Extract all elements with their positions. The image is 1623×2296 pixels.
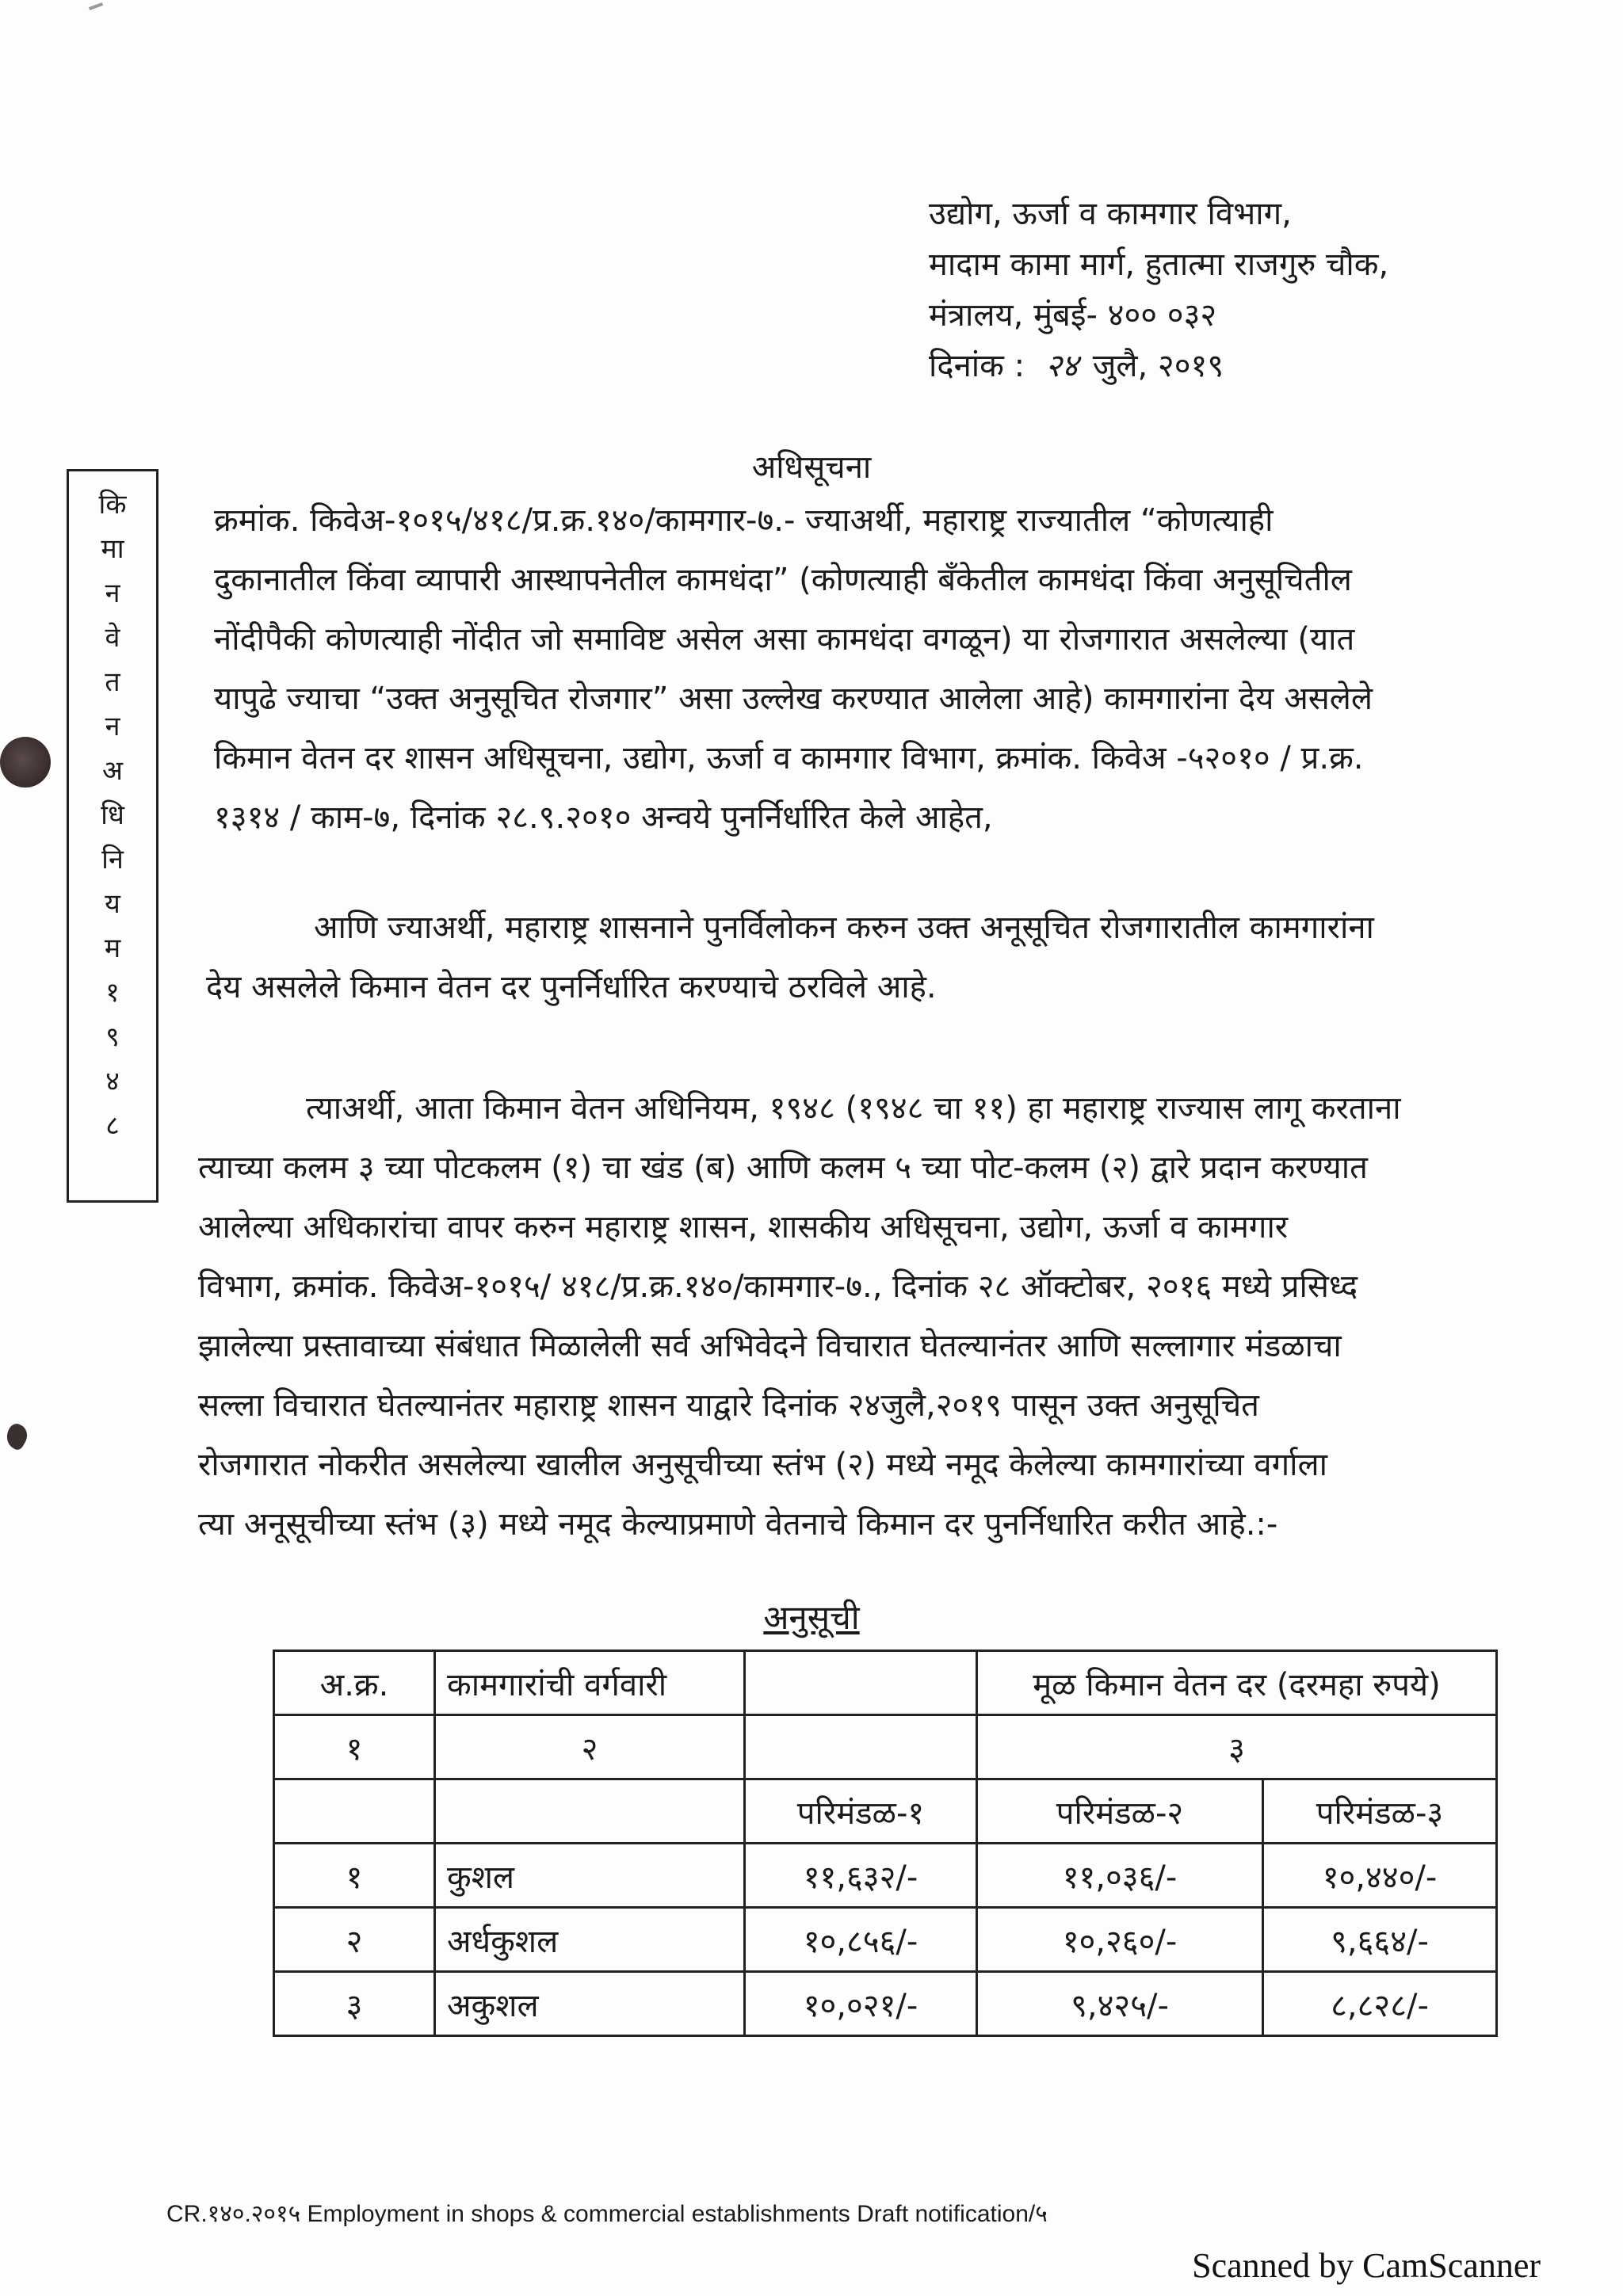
index-col-2: २: [435, 1715, 745, 1779]
row-category: कुशल: [435, 1844, 745, 1908]
row-zone-3: ९,६६४/-: [1263, 1908, 1497, 1972]
paragraph-line: रोजगारात नोकरीत असलेल्या खालील अनुसूचीच्या स्तंभ (२) मध्ये नमूद केलेल्या कामगारांच्या वर्गाला: [198, 1447, 1327, 1483]
row-zone-1: १०,८५६/-: [745, 1908, 977, 1972]
paragraph-line: त्या अनूसूचीच्या स्तंभ (३) मध्ये नमूद केल्याप्रमाणे वेतनाचे किमान दर पुनर्निधारित करीत आहे.:-: [198, 1506, 1278, 1543]
scanner-watermark: Scanned by CamScanner: [1192, 2246, 1541, 2285]
header-blank: [745, 1651, 977, 1715]
margin-char: न: [105, 578, 120, 609]
scan-mark: [2, 1421, 32, 1452]
punch-hole: [0, 737, 51, 788]
index-col-1: १: [274, 1715, 435, 1779]
address-line-2: मादाम कामा मार्ग, हुतात्मा राजगुरु चौक,: [929, 246, 1389, 283]
notification-heading: अधिसूचना: [751, 449, 872, 486]
margin-char: त: [105, 666, 120, 698]
zone-blank-1: [274, 1779, 435, 1844]
zone-2-header: परिमंडळ-२: [977, 1779, 1263, 1844]
date-label: दिनांक :: [929, 348, 1025, 384]
margin-act-title: [67, 469, 158, 1203]
paragraph-line: झालेल्या प्रस्तावाच्या संबंधात मिळालेली सर्व अभिवेदने विचारात घेतल्यानंतर आणि सल्लागार मंडळाचा: [198, 1328, 1342, 1364]
paragraph-3: [198, 1079, 1503, 1554]
row-zone-3: ८,८२८/-: [1263, 1972, 1497, 2036]
table-index-row: [274, 1715, 1497, 1779]
margin-char: ९: [105, 1021, 120, 1053]
margin-char: न: [105, 711, 120, 742]
row-sr: १: [274, 1844, 435, 1908]
date-month-year: जुलै, २०१९: [1092, 348, 1224, 384]
margin-char: म: [104, 933, 121, 964]
wage-schedule-table: [273, 1650, 1498, 2037]
paragraph-line: त्याअर्थी, आता किमान वेतन अधिनियम, १९४८ (१९४८ चा ११) हा महाराष्ट्र राज्यास लागू करताना: [306, 1090, 1401, 1127]
margin-char: १: [105, 977, 120, 1009]
margin-char: अ: [102, 755, 123, 787]
row-zone-2: ९,४२५/-: [977, 1972, 1263, 2036]
scan-speck: [89, 2, 103, 10]
paragraph-line: त्याच्या कलम ३ च्या पोटकलम (१) चा खंड (ब) आणि कलम ५ च्या पोट-कलम (२) द्वारे प्रदान करण्यात: [198, 1150, 1368, 1186]
table-row: [274, 1908, 1497, 1972]
zone-1-header: परिमंडळ-१: [745, 1779, 977, 1844]
margin-char: कि: [98, 489, 127, 521]
paragraph-line: क्रमांक. किवेअ-१०१५/४१८/प्र.क्र.१४०/कामगार-७.- ज्याअर्थी, महाराष्ट्र राज्यातील “कोणत्याही: [214, 502, 1274, 539]
margin-char: नि: [101, 844, 124, 875]
schedule-title: अनुसूची: [763, 1598, 860, 1637]
paragraph-line: विभाग, क्रमांक. किवेअ-१०१५/ ४१८/प्र.क्र.१४०/कामगार-७., दिनांक २८ ऑक्टोबर, २०१६ मध्ये प्रसिध्द: [198, 1268, 1358, 1305]
zone-3-header: परिमंडळ-३: [1263, 1779, 1497, 1844]
row-sr: ३: [274, 1972, 435, 2036]
index-col-3: ३: [977, 1715, 1497, 1779]
address-line-3: मंत्रालय, मुंबई- ४०० ०३२: [929, 297, 1217, 334]
row-zone-2: १०,२६०/-: [977, 1908, 1263, 1972]
row-category: अर्धकुशल: [435, 1908, 745, 1972]
header-category: कामगारांची वर्गवारी: [435, 1651, 745, 1715]
index-col-blank: [745, 1715, 977, 1779]
handwritten-date: २४: [1045, 348, 1079, 384]
zone-blank-2: [435, 1779, 745, 1844]
row-zone-1: १०,०२१/-: [745, 1972, 977, 2036]
margin-char: धि: [101, 799, 124, 831]
paragraph-line: आलेल्या अधिकारांचा वापर करुन महाराष्ट्र शासन, शासकीय अधिसूचना, उद्योग, ऊर्जा व कामगार: [198, 1209, 1289, 1245]
address-block: [929, 189, 1388, 391]
paragraph-line: यापुढे ज्याचा “उक्त अनुसूचित रोजगार” असा उल्लेख करण्यात आलेला आहे) कामगारांना देय असलेले: [214, 681, 1373, 717]
header-wage: मूळ किमान वेतन दर (दरमहा रुपये): [977, 1651, 1497, 1715]
paragraph-2: [206, 898, 1503, 1017]
paragraph-line: नोंदीपैकी कोणत्याही नोंदीत जो समाविष्ट असेल असा कामधंदा वगळून) या रोजगारात असलेल्या (यात: [214, 621, 1355, 658]
paragraph-line: सल्ला विचारात घेतल्यानंतर महाराष्ट्र शासन याद्वारे दिनांक २४जुलै,२०१९ पासून उक्त अनुसूचित: [198, 1387, 1259, 1424]
table-row: [274, 1972, 1497, 2036]
paragraph-line: दुकानातील किंवा व्यापारी आस्थापनेतील कामधंदा” (कोणत्याही बँकेतील कामधंदा किंवा अनुसूचितील: [214, 562, 1352, 598]
date-line: [929, 341, 1388, 391]
row-zone-2: ११,०३६/-: [977, 1844, 1263, 1908]
margin-char: ८: [105, 1110, 120, 1142]
margin-char: ४: [105, 1066, 120, 1097]
table-zone-row: [274, 1779, 1497, 1844]
row-category: अकुशल: [435, 1972, 745, 2036]
row-sr: २: [274, 1908, 435, 1972]
paragraph-line: १३१४ / काम-७, दिनांक २८.९.२०१० अन्वये पुनर्निर्धारित केले आहेत,: [214, 799, 993, 836]
row-zone-1: ११,६३२/-: [745, 1844, 977, 1908]
paragraph-line: किमान वेतन दर शासन अधिसूचना, उद्योग, ऊर्जा व कामगार विभाग, क्रमांक. किवेअ -५२०१० / प्र.क्र.: [214, 740, 1364, 776]
margin-char: मा: [101, 533, 124, 565]
margin-char: वे: [105, 622, 120, 654]
table-row: [274, 1844, 1497, 1908]
row-zone-3: १०,४४०/-: [1263, 1844, 1497, 1908]
document-footer: CR.१४०.२०१५ Employment in shops & commercial establishments Draft notification/५: [166, 2201, 1048, 2227]
margin-char: य: [105, 888, 120, 920]
paragraph-line: देय असलेले किमान वेतन दर पुनर्निर्धारित करण्याचे ठरविले आहे.: [206, 969, 937, 1005]
paragraph-line: आणि ज्याअर्थी, महाराष्ट्र शासनाने पुनर्विलोकन करुन उक्त अनूसूचित रोजगारातील कामगारांना: [314, 910, 1374, 946]
table-header-row: [274, 1651, 1497, 1715]
address-line-1: उद्योग, ऊर्जा व कामगार विभाग,: [929, 196, 1292, 232]
paragraph-1: [214, 491, 1503, 848]
header-sr: अ.क्र.: [274, 1651, 435, 1715]
